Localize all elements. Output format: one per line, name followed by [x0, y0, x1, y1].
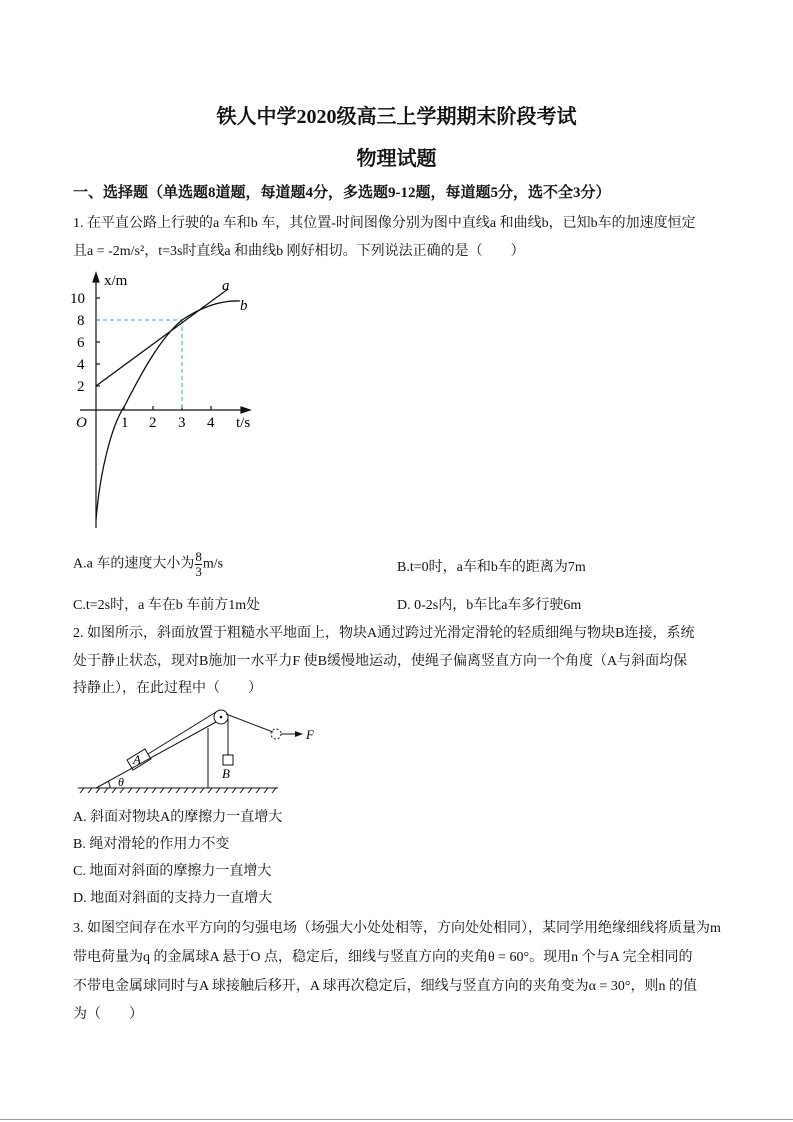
line-a [96, 289, 228, 386]
q1-text-line1: 1. 在平直公路上行驶的a 车和b 车，其位置-时间图像分别为图中直线a 和曲线b，已知b车的加速度恒定 [73, 216, 696, 231]
y-tick-8: 8 [77, 313, 85, 329]
line-a-label: a [222, 278, 230, 294]
option-a-unit: m/s [202, 556, 224, 572]
q2-text-line2: 处于静止状态，现对B施加一水平力F 使B缓慢地运动，使绳子偏离竖直方向一个角度（A与斜面均保 [73, 654, 688, 669]
x-tick-4: 4 [207, 415, 215, 431]
block-a-label: A [133, 752, 141, 767]
ground-hatching [80, 788, 276, 793]
force-label: F [306, 727, 314, 742]
q1-option-a[interactable] [73, 550, 223, 579]
rope-displaced [226, 714, 273, 732]
q3-text-line4: 为（ ） [73, 1007, 143, 1022]
q2-text-line1: 2. 如图所示，斜面放置于粗糙水平地面上，物块A通过跨过光滑定滑轮的轻质细绳与物块B连接，系统 [73, 626, 695, 641]
q1-option-c[interactable]: C.t=2s时，a 车在b 车前方1m处 [73, 598, 261, 613]
incline-surface [96, 722, 216, 788]
displaced-b [271, 729, 281, 739]
y-axis-arrow [93, 273, 99, 282]
q1-position-time-graph [60, 270, 280, 540]
y-tick-4: 4 [77, 357, 85, 373]
y-tick-10: 10 [70, 291, 85, 307]
q2-option-c[interactable]: C. 地面对斜面的摩擦力一直增大 [73, 864, 272, 879]
q3-text-line1: 3. 如图空间存在水平方向的匀强电场（场强大小处处相等，方向处处相同），某同学用绝缘细线将质量为m [73, 921, 721, 936]
fraction-8-3: $\frac{8}{3}$ [195, 549, 202, 579]
q1-option-d[interactable]: D. 0-2s内，b车比a车多行驶6m [397, 598, 582, 613]
force-arrowhead [295, 731, 303, 737]
exam-title: 铁人中学2020级高三上学期期末阶段考试 [216, 106, 577, 128]
x-tick-1: 1 [121, 415, 129, 431]
curve-b-label: b [240, 298, 248, 314]
angle-arc [108, 781, 110, 788]
q1-text-line2: 且a = -2m/s²，t=3s时直线a 和曲线b 刚好相切。下列说法正确的是（ ） [73, 244, 525, 259]
pulley-axle [220, 716, 223, 719]
option-a-text: A.a 车的速度大小为 [73, 556, 195, 572]
angle-label: θ [118, 775, 124, 789]
q1-option-b[interactable]: B.t=0时，a车和b车的距离为7m [397, 560, 586, 575]
exam-subtitle: 物理试题 [356, 148, 437, 170]
origin-label: O [76, 415, 87, 431]
q3-text-line2: 带电荷量为q 的金属球A 悬于O 点，稳定后，细线与竖直方向的夹角θ = 60°。现用n 个与A 完全相同的 [73, 950, 693, 965]
x-tick-3: 3 [178, 415, 186, 431]
q2-option-d[interactable]: D. 地面对斜面的支持力一直增大 [73, 891, 273, 906]
q2-text-line3: 持静止），在此过程中（ ） [73, 681, 262, 696]
y-axis-label: x/m [104, 273, 128, 289]
q2-incline-pulley-figure [60, 700, 340, 800]
x-axis-arrow [241, 407, 250, 413]
x-axis-label: t/s [236, 415, 251, 431]
rope-to-a [148, 712, 216, 754]
y-tick-2: 2 [77, 379, 85, 395]
block-b [223, 755, 233, 765]
q3-text-line3: 不带电金属球同时与A 球接触后移开，A 球再次稳定后，细线与竖直方向的夹角变为α = 30°，则n 的值 [73, 979, 698, 994]
x-tick-2: 2 [149, 415, 157, 431]
q2-option-a[interactable]: A. 斜面对物块A的摩擦力一直增大 [73, 810, 283, 825]
section-heading: 一、选择题（单选题8道题，每道题4分，多选题9-12题，每道题5分，选不全3分） [73, 185, 611, 201]
q2-option-b[interactable]: B. 绳对滑轮的作用力不变 [73, 837, 230, 852]
y-tick-6: 6 [77, 335, 85, 351]
page-bottom-divider [0, 1119, 793, 1120]
block-b-label: B [222, 766, 230, 781]
